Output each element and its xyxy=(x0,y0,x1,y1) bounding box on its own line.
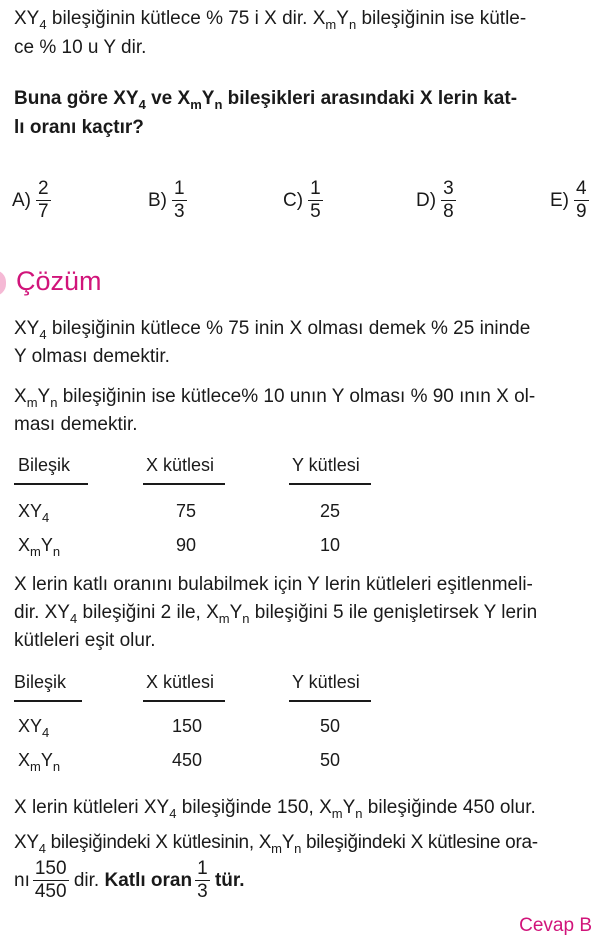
text: Buna göre XY xyxy=(14,88,139,109)
text: Y xyxy=(37,386,51,407)
numerator: 3 xyxy=(443,178,454,199)
subscript: 4 xyxy=(38,841,46,856)
numerator: 2 xyxy=(38,178,49,199)
solution-line-3 xyxy=(14,386,535,408)
numerator: 1 xyxy=(174,178,185,199)
option-label: D) xyxy=(416,189,437,211)
fraction xyxy=(33,858,69,903)
table-rule xyxy=(14,483,88,485)
denominator: 3 xyxy=(174,201,185,222)
table-header: Bileşik xyxy=(14,672,67,692)
denominator: 7 xyxy=(38,201,49,222)
subscript: m xyxy=(26,395,38,410)
text: bileşiğinin ise kütlece% 10 unın Y olması % 90 ının X ol- xyxy=(57,386,536,407)
table-cell: 450 xyxy=(172,750,203,770)
text: bileşiğini 2 ile, X xyxy=(77,602,219,623)
denominator: 5 xyxy=(310,201,321,222)
table-cell: 90 xyxy=(176,535,197,555)
solution-line-8 xyxy=(14,797,536,819)
question-prompt-line-2: lı oranı kaçtır? xyxy=(14,117,144,138)
text: bileşiğinde 450 olur. xyxy=(362,797,536,818)
text: nı xyxy=(14,869,30,891)
subscript: 4 xyxy=(169,806,177,821)
table-cell: 50 xyxy=(320,750,341,770)
text: bileşikleri arasındaki X lerin kat- xyxy=(222,88,518,109)
text: Y xyxy=(201,88,215,109)
text: XY xyxy=(18,501,43,521)
question-prompt-line-1 xyxy=(14,88,517,110)
fraction xyxy=(574,178,589,223)
denominator: 3 xyxy=(197,881,208,902)
text: Y xyxy=(342,797,356,818)
solution-line-7: kütleleri eşit olur. xyxy=(14,630,156,651)
text: bileşiğinin kütlece % 75 inin X olması demek % 25 ininde xyxy=(46,318,531,339)
fraction xyxy=(36,178,51,223)
text: XY xyxy=(18,716,43,736)
text: Y xyxy=(229,602,243,623)
table-cell: 75 xyxy=(176,501,197,521)
table-row xyxy=(18,501,50,525)
subscript: m xyxy=(30,544,41,559)
table-header: Bileşik xyxy=(18,455,71,475)
text: Y xyxy=(336,8,349,29)
table-row xyxy=(18,750,61,774)
numerator: 150 xyxy=(34,858,67,879)
table-row xyxy=(18,535,61,559)
solution-line-4: ması demektir. xyxy=(14,414,138,435)
subscript: n xyxy=(52,544,61,559)
subscript: n xyxy=(50,395,58,410)
denominator: 450 xyxy=(34,881,67,902)
text: XY xyxy=(14,832,39,853)
subscript: 4 xyxy=(42,510,50,525)
subscript: n xyxy=(348,17,357,32)
denominator: 8 xyxy=(443,201,454,222)
table-cell: 150 xyxy=(172,716,203,736)
text: dir. XY xyxy=(14,602,70,623)
text: X xyxy=(14,386,27,407)
option-e[interactable] xyxy=(550,178,589,223)
option-b[interactable] xyxy=(148,178,187,223)
fraction xyxy=(441,178,456,223)
option-d[interactable] xyxy=(416,178,456,223)
heading-bullet xyxy=(0,270,6,296)
option-label: C) xyxy=(283,189,304,211)
table-cell: 25 xyxy=(320,501,341,521)
subscript: m xyxy=(325,17,337,32)
text: X xyxy=(18,750,31,770)
text: X lerin kütleleri XY xyxy=(14,797,170,818)
solution-heading: Çözüm xyxy=(16,266,102,296)
table-rule xyxy=(143,700,225,702)
option-c[interactable] xyxy=(283,178,323,223)
text: dir. xyxy=(68,869,105,891)
text: ve X xyxy=(145,88,191,109)
subscript: n xyxy=(355,806,363,821)
table-header: X kütlesi xyxy=(146,455,215,475)
bold-text: Katlı oran xyxy=(104,869,193,891)
subscript: 4 xyxy=(69,611,78,626)
table-cell: 10 xyxy=(320,535,341,555)
solution-line-10 xyxy=(14,858,245,903)
table-header: Y kütlesi xyxy=(292,672,360,692)
text: X xyxy=(18,535,31,555)
subscript: n xyxy=(242,611,250,626)
solution-line-9 xyxy=(14,832,538,854)
text: Y xyxy=(281,832,295,853)
text: Y xyxy=(40,750,53,770)
answer-label: Cevap B xyxy=(519,915,592,936)
table-rule xyxy=(289,700,371,702)
solution-line-1 xyxy=(14,318,530,340)
text: bileşiğinde 150, X xyxy=(176,797,332,818)
subscript: 4 xyxy=(39,17,47,32)
option-label: E) xyxy=(550,189,569,211)
question-line-2: ce % 10 u Y dir. xyxy=(14,37,147,58)
subscript: m xyxy=(30,759,41,774)
fraction xyxy=(172,178,187,223)
table-header: Y kütlesi xyxy=(292,455,360,475)
table-rule xyxy=(289,483,371,485)
text: bileşiğindeki X kütlesinin, X xyxy=(45,832,272,853)
text: bileşiğinin ise kütle- xyxy=(356,8,527,29)
numerator: 1 xyxy=(197,858,208,879)
fraction xyxy=(308,178,323,223)
solution-line-5: X lerin katlı oranını bulabilmek için Y lerin kütleleri eşitlenmeli- xyxy=(14,574,533,595)
table-row xyxy=(18,716,50,740)
option-a[interactable] xyxy=(12,178,51,223)
numerator: 1 xyxy=(310,178,321,199)
subscript: 4 xyxy=(39,327,47,342)
subscript: 4 xyxy=(138,97,146,112)
text: bileşiğinin kütlece % 75 i X dir. X xyxy=(46,8,326,29)
text: bileşiğini 5 ile genişletirsek Y lerin xyxy=(249,602,538,623)
subscript: 4 xyxy=(42,725,50,740)
subscript: m xyxy=(271,841,282,856)
numerator: 4 xyxy=(576,178,587,199)
subscript: m xyxy=(331,806,343,821)
table-header: X kütlesi xyxy=(146,672,215,692)
subscript: m xyxy=(190,97,202,112)
table-rule xyxy=(143,483,225,485)
solution-line-2: Y olması demektir. xyxy=(14,346,170,367)
table-rule xyxy=(14,700,82,702)
question-line-1 xyxy=(14,8,526,30)
bold-text: tür. xyxy=(209,869,245,891)
option-label: A) xyxy=(12,189,31,211)
formula-xy4: XY xyxy=(14,8,40,29)
subscript: n xyxy=(294,841,301,856)
text: Y xyxy=(40,535,53,555)
subscript: m xyxy=(218,611,230,626)
subscript: n xyxy=(52,759,61,774)
text: bileşiğindeki X kütlesine ora- xyxy=(301,832,538,853)
table-cell: 50 xyxy=(320,716,341,736)
option-label: B) xyxy=(148,189,167,211)
denominator: 9 xyxy=(576,201,587,222)
solution-line-6 xyxy=(14,602,537,624)
subscript: n xyxy=(214,97,223,112)
text: XY xyxy=(14,318,40,339)
fraction xyxy=(195,858,210,903)
